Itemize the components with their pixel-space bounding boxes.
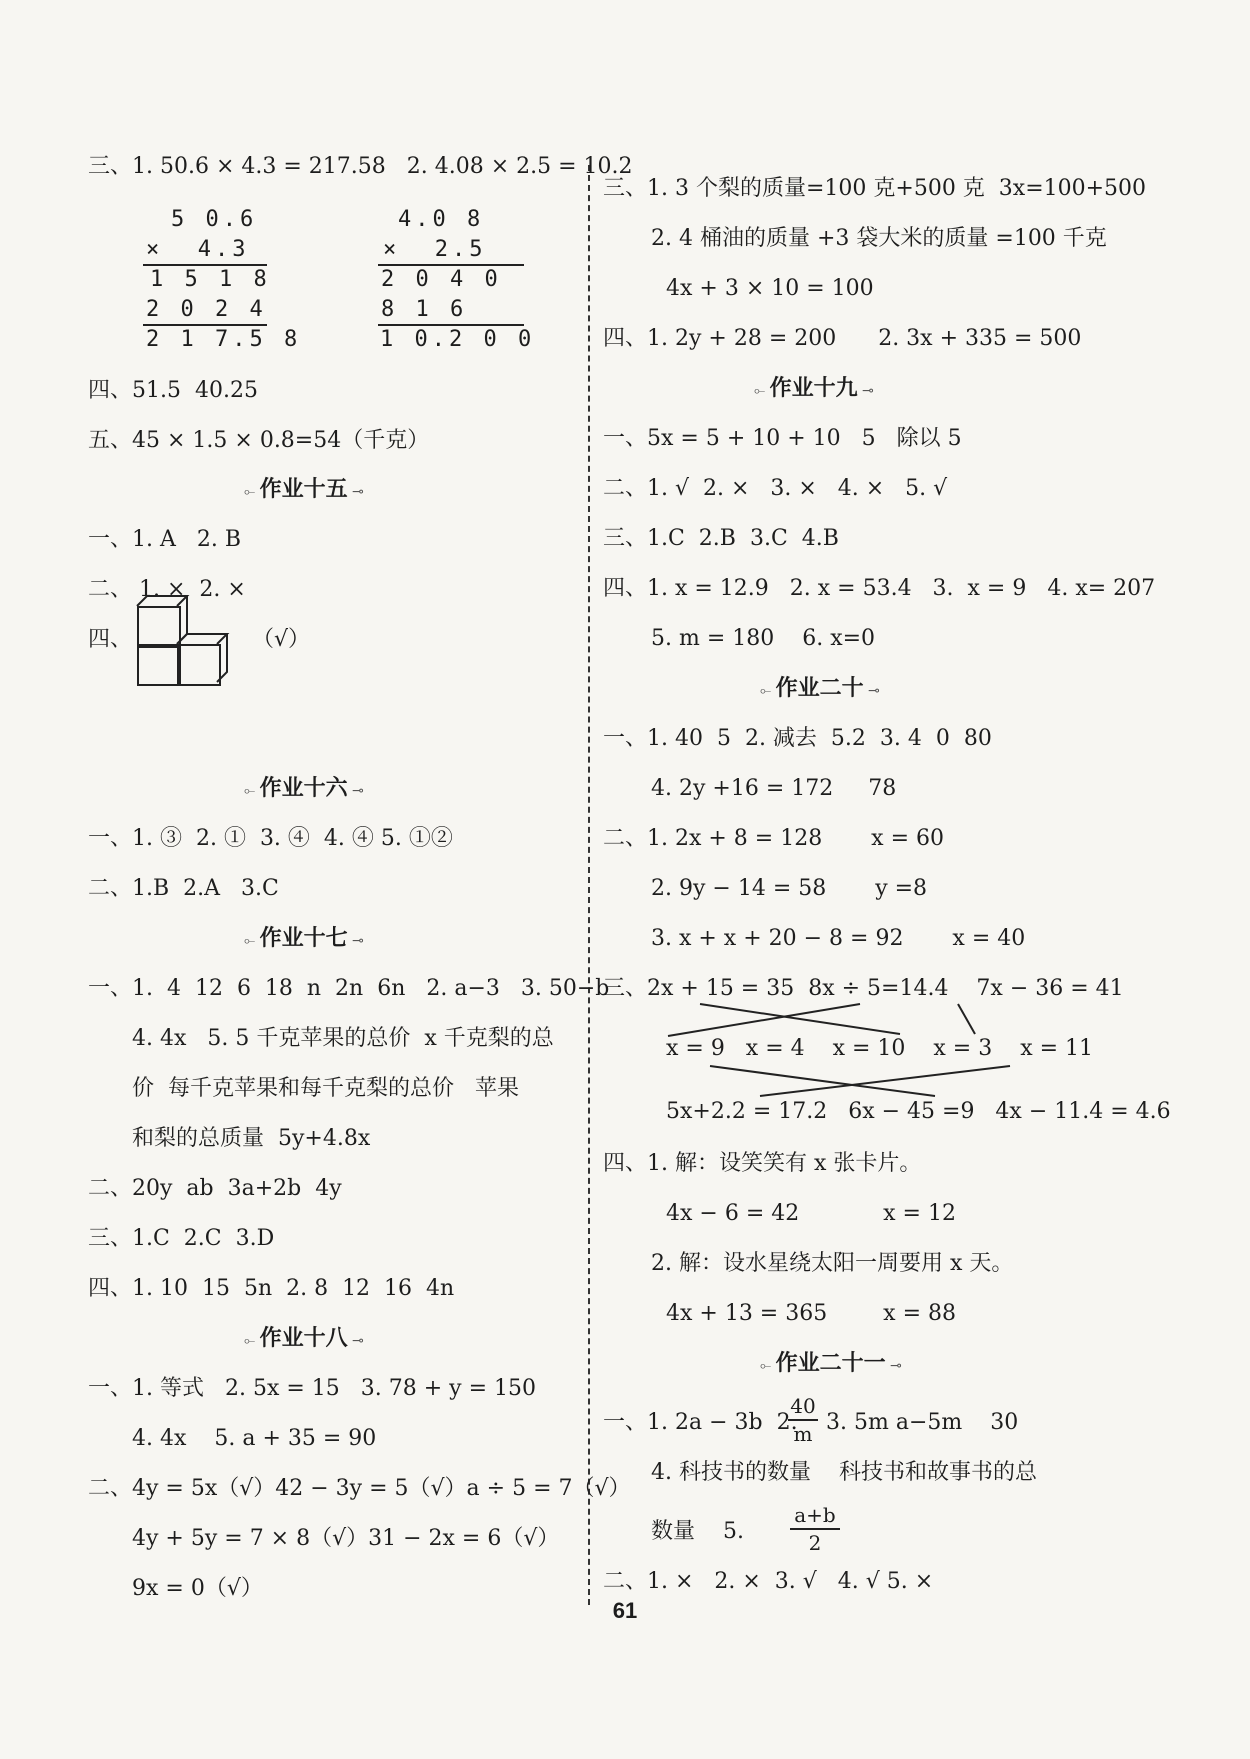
- right-line-2: 2. 4 桶油的质量 +3 袋大米的质量 =100 千克: [651, 226, 1107, 251]
- right-line-10: 一、1. 40 5 2. 减去 5.2 3. 4 0 80: [603, 726, 992, 751]
- right-line-15: 三、2x + 15 = 35 8x ÷ 5=14.4 7x − 36 = 41: [603, 976, 1124, 1001]
- left-line-6-answer: （√）: [252, 627, 311, 652]
- right-line-1: 三、1. 3 个梨的质量=100 克+500 克 3x=100+500: [603, 176, 1147, 201]
- calc1-row: × 4.3: [146, 237, 250, 262]
- right-line-21: 4x + 13 = 365 x = 88: [666, 1301, 956, 1326]
- left-line-15: 四、1. 10 15 5n 2. 8 12 16 4n: [88, 1276, 455, 1301]
- left-line-5: 二、 1. × 2. ×: [88, 577, 246, 602]
- left-line-2: 四、51.5 40.25: [88, 378, 258, 403]
- fraction-numerator: 40: [790, 1394, 816, 1418]
- calc1-row: 2 1 7.5 8: [146, 327, 302, 352]
- left-line-18: 二、4y = 5x（√）42 − 3y = 5（√）a ÷ 5 = 7（√）: [88, 1476, 631, 1501]
- section-heading-19: ⟜ 作业十九 ⊸: [754, 376, 874, 401]
- section-heading-20: ⟜ 作业二十 ⊸: [760, 676, 880, 701]
- calc2-row: 4.0 8: [398, 207, 485, 232]
- right-line-24-start: 数量 5.: [651, 1519, 744, 1544]
- right-line-14: 3. x + x + 20 − 8 = 92 x = 40: [651, 926, 1026, 951]
- column-divider: [588, 165, 590, 1605]
- fraction-40-over-m: [788, 1394, 818, 1446]
- right-line-4: 四、1. 2y + 28 = 200 2. 3x + 335 = 500: [603, 326, 1082, 351]
- section-heading-16: ⟜ 作业十六 ⊸: [244, 776, 364, 801]
- left-line-14: 三、1.C 2.C 3.D: [88, 1226, 275, 1251]
- right-line-25: 二、1. × 2. × 3. √ 4. √ 5. ×: [603, 1569, 934, 1594]
- right-line-7: 三、1.C 2.B 3.C 4.B: [603, 526, 839, 551]
- left-line-8: 二、1.B 2.A 3.C: [88, 876, 279, 901]
- right-line-12: 二、1. 2x + 8 = 128 x = 60: [603, 826, 944, 851]
- left-line-19: 4y + 5y = 7 × 8（√）31 − 2x = 6（√）: [132, 1526, 560, 1551]
- section-heading-15: ⟜ 作业十五 ⊸: [244, 477, 364, 502]
- left-line-9: 一、1. 4 12 6 18 n 2n 6n 2. a−3 3. 50−b: [88, 976, 610, 1001]
- left-line-10: 4. 4x 5. 5 千克苹果的总价 x 千克梨的总: [132, 1026, 554, 1051]
- right-line-5: 一、5x = 5 + 10 + 10 5 除以 5: [603, 426, 962, 451]
- left-line-20: 9x = 0（√）: [132, 1576, 263, 1601]
- calc1-row: 5 0.6: [171, 207, 258, 232]
- right-line-22-start: 一、1. 2a − 3b 2.: [603, 1410, 798, 1435]
- fraction-denominator: 2: [808, 1531, 822, 1555]
- right-line-19: 4x − 6 = 42 x = 12: [666, 1201, 956, 1226]
- right-line-20: 2. 解：设水星绕太阳一周要用 x 天。: [651, 1251, 1014, 1276]
- right-line-11: 4. 2y +16 = 172 78: [651, 776, 897, 801]
- left-line-3: 五、45 × 1.5 × 0.8=54（千克）: [88, 428, 430, 453]
- right-line-6: 二、1. √ 2. × 3. × 4. × 5. √: [603, 476, 948, 501]
- left-line-17: 4. 4x 5. a + 35 = 90: [132, 1426, 377, 1451]
- left-line-13: 二、20y ab 3a+2b 4y: [88, 1176, 342, 1201]
- section-heading-18: ⟜ 作业十八 ⊸: [244, 1326, 364, 1351]
- right-line-13: 2. 9y − 14 = 58 y =8: [651, 876, 928, 901]
- right-line-8: 四、1. x = 12.9 2. x = 53.4 3. x = 9 4. x= 207: [603, 576, 1156, 601]
- right-line-9: 5. m = 180 6. x=0: [651, 626, 876, 651]
- section-heading-17: ⟜ 作业十七 ⊸: [244, 926, 364, 951]
- left-line-12: 和梨的总质量 5y+4.8x: [132, 1126, 371, 1151]
- calc2-row: 1 0.2 0 0: [380, 327, 536, 352]
- left-line-7: 一、1. ③ 2. ① 3. ④ 4. ④ 5. ①②: [88, 826, 453, 851]
- right-line-22-end: 3. 5m a−5m 30: [826, 1410, 1019, 1435]
- left-line-1: 三、1. 50.6 × 4.3 = 217.58 2. 4.08 × 2.5 = 10.2: [88, 154, 633, 179]
- right-line-16: x = 9 x = 4 x = 10 x = 3 x = 11: [666, 1036, 1094, 1061]
- section-heading-21: ⟜ 作业二十一 ⊸: [760, 1351, 902, 1376]
- fraction-numerator: a+b: [794, 1503, 836, 1527]
- fraction-a-plus-b-over-2: [790, 1503, 840, 1555]
- right-line-18: 四、1. 解：设笑笑有 x 张卡片。: [603, 1151, 922, 1176]
- calc2-row: 8 1 6: [381, 297, 468, 322]
- calc2-row: × 2.5: [383, 237, 487, 262]
- left-line-4: 一、1. A 2. B: [88, 527, 242, 552]
- left-line-6-label: 四、: [88, 627, 133, 652]
- page-number: 61: [612, 1598, 638, 1623]
- calc1-row: 1 5 1 8: [150, 267, 271, 292]
- fraction-denominator: m: [793, 1422, 813, 1446]
- calc2-row: 2 0 4 0: [381, 267, 502, 292]
- left-line-16: 一、1. 等式 2. 5x = 15 3. 78 + y = 150: [88, 1376, 536, 1401]
- right-line-3: 4x + 3 × 10 = 100: [666, 276, 874, 301]
- right-line-23: 4. 科技书的数量 科技书和故事书的总: [651, 1460, 1037, 1485]
- right-line-17: 5x+2.2 = 17.2 6x − 45 =9 4x − 11.4 = 4.6: [666, 1099, 1171, 1124]
- left-line-11: 价 每千克苹果和每千克梨的总价 苹果: [132, 1076, 519, 1101]
- calc1-row: 2 0 2 4: [146, 297, 267, 322]
